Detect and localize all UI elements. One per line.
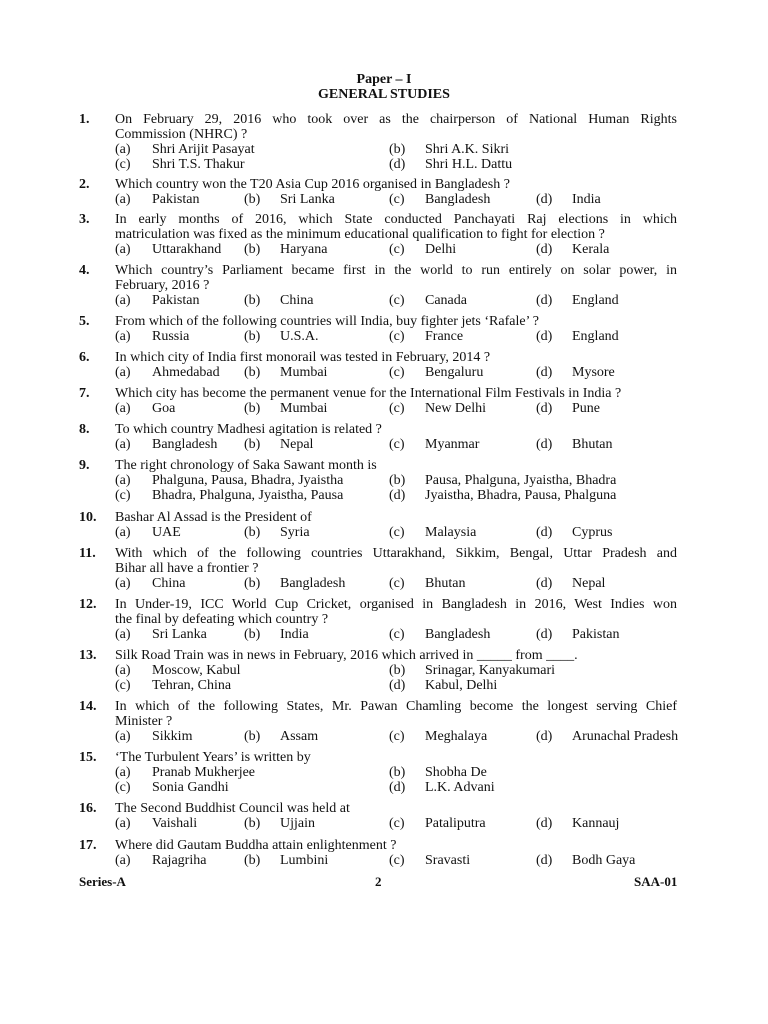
option-text: France [425,329,464,344]
question-text [115,750,311,765]
question-text [115,177,510,192]
question-text-line: In early months of 2016, which State conducted Panchayati Raj elections in which [115,212,677,227]
option-label: (a) [115,525,131,540]
option-text: Bhadra, Phalguna, Jyaistha, Pausa [152,488,344,503]
paper-code: SAA-01 [634,874,678,889]
option-label: (d) [389,780,406,795]
question-text-line: Minister ? [115,714,173,729]
question-number: 2. [79,177,90,192]
option-label: (a) [115,142,131,157]
option-label: (a) [115,576,131,591]
option-text: Delhi [425,242,457,257]
paper-title: Paper – I [356,72,412,87]
question-number: 9. [79,458,90,473]
question-text-line: the final by defeating which country ? [115,612,329,627]
option-text: Nepal [572,576,606,591]
option-text: Shri H.L. Dattu [425,157,513,172]
question-text-line: In which city of India first monorail was tested in February, 2014 ? [115,350,491,365]
option-label: (b) [244,525,261,540]
option-label: (d) [536,816,553,831]
option-text: Bengaluru [425,365,484,380]
question-text [115,314,539,329]
question-text [115,546,677,576]
question-number: 12. [79,597,97,612]
option-text: Bangladesh [280,576,346,591]
option-label: (c) [389,576,405,591]
option-text: UAE [152,525,181,540]
question-number: 15. [79,750,97,765]
option-label: (b) [244,729,261,744]
option-label: (d) [536,401,553,416]
option-text: England [572,329,619,344]
option-text: New Delhi [425,401,487,416]
question-text [115,350,490,365]
question-number: 3. [79,212,90,227]
option-label: (d) [536,192,553,207]
option-label: (a) [115,473,131,488]
question-text-line: The right chronology of Saka Sawant month is [115,458,377,473]
option-label: (b) [244,401,261,416]
option-label: (a) [115,729,131,744]
option-text: Bodh Gaya [572,853,636,868]
series-label: Series-A [79,874,126,889]
option-label: (d) [536,437,553,452]
option-label: (a) [115,401,131,416]
question-text-line: Which city has become the permanent venue for the International Film Festivals in India ? [115,386,622,401]
question-text-line: February, 2016 ? [115,278,210,293]
option-text: India [572,192,601,207]
option-text: Pakistan [572,627,620,642]
option-label: (b) [389,473,406,488]
question-text [115,648,578,663]
question-text-line: To which country Madhesi agitation is related ? [115,422,382,437]
option-label: (b) [244,853,261,868]
option-text: Sravasti [425,853,471,868]
option-label: (a) [115,853,131,868]
option-label: (c) [389,525,405,540]
option-text: Myanmar [425,437,480,452]
option-label: (c) [389,365,405,380]
option-label: (b) [244,329,261,344]
option-label: (a) [115,663,131,678]
option-label: (b) [244,576,261,591]
option-label: (a) [115,437,131,452]
option-text: Pakistan [152,293,200,308]
option-text: Syria [280,525,310,540]
option-label: (a) [115,627,131,642]
question-number: 17. [79,838,97,853]
question-number: 6. [79,350,90,365]
option-text: L.K. Advani [425,780,495,795]
option-label: (b) [389,765,406,780]
option-text: Malaysia [425,525,477,540]
option-label: (d) [536,853,553,868]
option-text: Pakistan [152,192,200,207]
question-text [115,597,677,627]
question-text-line: In which of the following States, Mr. Pawan Chamling become the longest serving Chief [115,699,677,714]
option-label: (c) [389,627,405,642]
option-label: (b) [244,242,261,257]
question-text [115,699,677,729]
question-text-line: Bihar all have a frontier ? [115,561,259,576]
option-label: (c) [389,437,405,452]
option-label: (c) [389,192,405,207]
option-text: Sikkim [152,729,193,744]
option-text: Shri A.K. Sikri [425,142,510,157]
option-label: (d) [389,678,406,693]
option-label: (c) [389,401,405,416]
option-label: (d) [536,293,553,308]
option-text: Kabul, Delhi [425,678,498,693]
option-text: Pausa, Phalguna, Jyaistha, Bhadra [425,473,617,488]
question-text-line: In Under-19, ICC World Cup Cricket, organised in Bangladesh in 2016, West Indies won [115,597,677,612]
option-label: (b) [244,365,261,380]
question-number: 7. [79,386,90,401]
option-text: Moscow, Kabul [152,663,241,678]
question-text [115,212,677,242]
option-label: (d) [536,329,553,344]
question-text [115,458,377,473]
option-text: Uttarakhand [152,242,222,257]
question-text-line: Silk Road Train was in news in February, 2016 which arrived in _____ from ____. [115,648,578,663]
option-text: Tehran, China [152,678,232,693]
question-text-line: With which of the following countries Uttarakhand, Sikkim, Bengal, Uttar Pradesh and [115,546,677,561]
question-number: 1. [79,112,90,127]
option-label: (b) [244,816,261,831]
option-text: Ujjain [280,816,315,831]
question-text [115,112,677,142]
question-text-line: Commission (NHRC) ? [115,127,248,142]
option-text: China [280,293,314,308]
option-label: (c) [389,329,405,344]
option-text: Ahmedabad [152,365,220,380]
option-text: Nepal [280,437,314,452]
option-text: Bhutan [572,437,613,452]
option-text: Shri Arijit Pasayat [152,142,255,157]
option-label: (b) [244,192,261,207]
option-text: Mysore [572,365,615,380]
option-text: Bangladesh [152,437,218,452]
option-text: Arunachal Pradesh [572,729,679,744]
option-text: India [280,627,309,642]
option-text: Bhutan [425,576,466,591]
option-text: Bangladesh [425,192,491,207]
option-label: (a) [115,765,131,780]
option-label: (c) [389,293,405,308]
question-text-line: ‘The Turbulent Years’ is written by [115,750,311,765]
question-text-line: The Second Buddhist Council was held at [115,801,350,816]
option-text: Lumbini [280,853,329,868]
question-number: 13. [79,648,97,663]
option-label: (a) [115,329,131,344]
option-label: (a) [115,816,131,831]
question-number: 14. [79,699,97,714]
option-label: (a) [115,293,131,308]
question-text [115,386,621,401]
option-text: Meghalaya [425,729,488,744]
question-number: 10. [79,510,97,525]
option-label: (c) [115,780,131,795]
option-text: Kerala [572,242,610,257]
option-text: Haryana [280,242,328,257]
option-text: Rajagriha [152,853,207,868]
question-text-line: From which of the following countries will India, buy fighter jets ‘Rafale’ ? [115,314,539,329]
question-text [115,263,677,293]
option-text: Russia [152,329,190,344]
option-text: Phalguna, Pausa, Bhadra, Jyaistha [152,473,344,488]
option-label: (d) [536,365,553,380]
option-text: Cyprus [572,525,613,540]
option-text: Sonia Gandhi [152,780,229,795]
option-label: (d) [536,525,553,540]
option-label: (d) [536,627,553,642]
option-label: (c) [389,242,405,257]
option-text: Mumbai [280,401,328,416]
option-text: Jyaistha, Bhadra, Pausa, Phalguna [425,488,617,503]
option-text: Vaishali [152,816,198,831]
option-label: (b) [389,663,406,678]
option-text: Pataliputra [425,816,486,831]
option-label: (c) [115,678,131,693]
option-text: Kannauj [572,816,620,831]
option-text: Shobha De [425,765,487,780]
question-text [115,838,396,853]
question-text [115,801,350,816]
question-text-line: Which country’s Parliament became first in the world to run entirely on solar power, in [115,263,677,278]
option-text: Canada [425,293,467,308]
question-text-line: matriculation was fixed as the minimum educational qualification to fight for election ? [115,227,605,242]
option-text: Srinagar, Kanyakumari [425,663,556,678]
question-number: 11. [79,546,96,561]
question-text-line: On February 29, 2016 who took over as the chairperson of National Human Rights [115,112,677,127]
option-label: (b) [244,627,261,642]
option-label: (c) [389,816,405,831]
question-number: 8. [79,422,90,437]
question-text-line: Bashar Al Assad is the President of [115,510,312,525]
question-text-line: Where did Gautam Buddha attain enlightenment ? [115,838,397,853]
option-text: Pranab Mukherjee [152,765,256,780]
option-label: (c) [389,853,405,868]
option-label: (a) [115,192,131,207]
question-number: 4. [79,263,90,278]
option-text: Assam [280,729,319,744]
question-number: 16. [79,801,97,816]
option-label: (d) [536,576,553,591]
option-text: Shri T.S. Thakur [152,157,245,172]
option-label: (d) [389,157,406,172]
option-text: China [152,576,186,591]
option-text: Bangladesh [425,627,491,642]
question-number: 5. [79,314,90,329]
option-label: (c) [115,488,131,503]
subject-title: GENERAL STUDIES [318,87,450,102]
option-label: (d) [536,242,553,257]
option-label: (c) [115,157,131,172]
option-label: (b) [389,142,406,157]
option-label: (b) [244,437,261,452]
option-text: Goa [152,401,176,416]
question-text-line: Which country won the T20 Asia Cup 2016 organised in Bangladesh ? [115,177,510,192]
option-text: Mumbai [280,365,328,380]
option-text: Sri Lanka [152,627,207,642]
option-text: U.S.A. [280,329,319,344]
option-text: Pune [572,401,600,416]
option-label: (b) [244,293,261,308]
question-text [115,422,382,437]
option-text: Sri Lanka [280,192,335,207]
option-label: (d) [536,729,553,744]
option-label: (a) [115,242,131,257]
option-label: (c) [389,729,405,744]
option-label: (d) [389,488,406,503]
option-label: (a) [115,365,131,380]
page-number: 2 [375,874,382,889]
question-text [115,510,312,525]
option-text: England [572,293,619,308]
